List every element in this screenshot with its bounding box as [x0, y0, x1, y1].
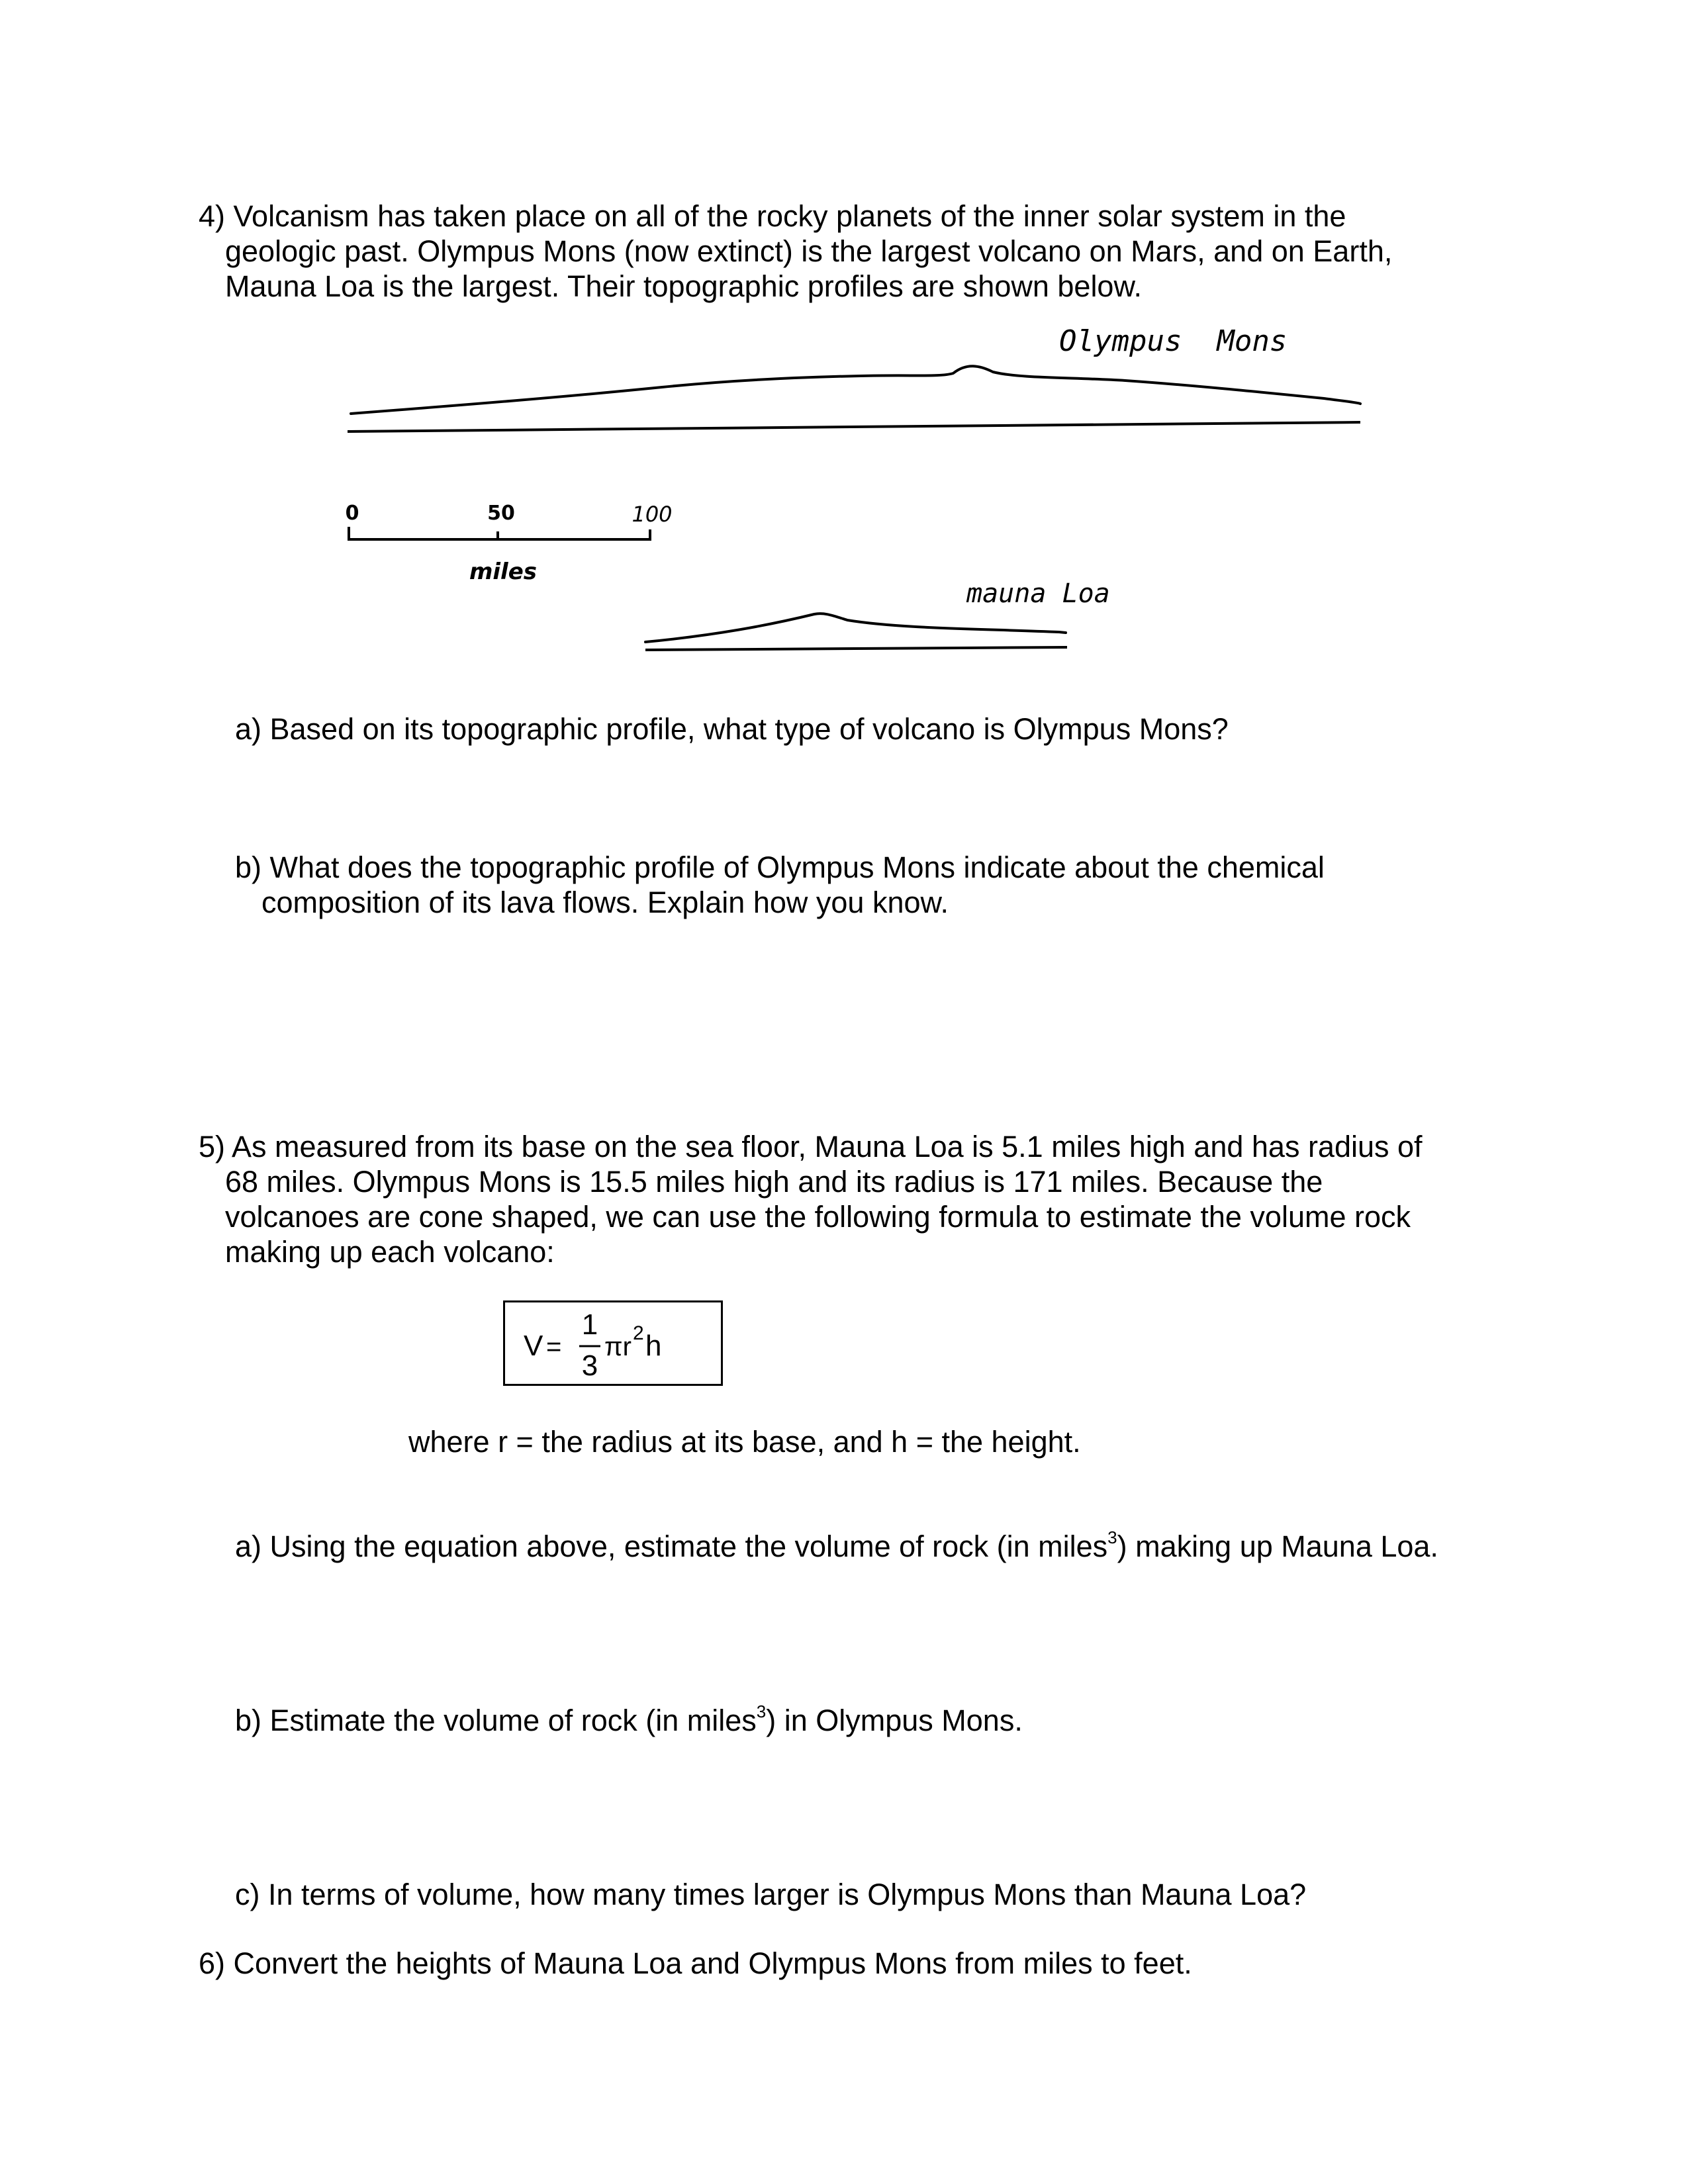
olympus-mons-baseline: [348, 422, 1360, 432]
q4b-question-line-1: b) What does the topographic profile of Olympus Mons indicate about the chemical: [235, 850, 1325, 884]
formula-pi-r: πr: [604, 1332, 632, 1361]
olympus-mons-profile: [351, 366, 1360, 414]
volume-formula-box: [503, 1300, 723, 1386]
q5-intro-line-1: 5) As measured from its base on the sea floor, Mauna Loa is 5.1 miles high and has radius of: [199, 1130, 1423, 1163]
volume-formula: [505, 1302, 725, 1388]
formula-lhs: V: [524, 1330, 543, 1362]
q5c-question: c) In terms of volume, how many times larger is Olympus Mons than Mauna Loa?: [235, 1878, 1307, 1911]
olympus-mons-label: Olympus Mons: [1059, 324, 1288, 358]
q5b-question: [235, 1703, 1023, 1739]
scale-unit-label: miles: [469, 559, 538, 585]
scale-tick-label-100: 100: [632, 502, 673, 527]
scale-tick-label-0: 0: [345, 502, 359, 525]
q5-intro-line-4: making up each volcano:: [225, 1235, 555, 1269]
mauna-loa-profile: [645, 614, 1066, 642]
scale-tick-label-50: 50: [487, 502, 515, 525]
q5a-cubed: 3: [1107, 1527, 1117, 1547]
formula-denominator: 3: [581, 1349, 598, 1382]
mauna-loa-baseline: [645, 647, 1067, 650]
formula-exponent: 2: [633, 1322, 644, 1344]
scale-bar: [349, 527, 650, 539]
q4a-question: a) Based on its topographic profile, what type of volcano is Olympus Mons?: [235, 712, 1229, 746]
q4b-question-line-2: composition of its lava flows. Explain how you know.: [261, 886, 949, 919]
q5a-question: [235, 1529, 1438, 1565]
topographic-profiles-figure: [0, 0, 1688, 695]
q5-intro-line-2: 68 miles. Olympus Mons is 15.5 miles high and its radius is 171 miles. Because the: [225, 1165, 1323, 1199]
q5a-text: a) Using the equation above, estimate the volume of rock (in miles: [235, 1529, 1108, 1563]
formula-h: h: [645, 1330, 662, 1362]
q4-intro-line-2: geologic past. Olympus Mons (now extinct) is the largest volcano on Mars, and on Earth,: [225, 234, 1393, 268]
q6-question: 6) Convert the heights of Mauna Loa and Olympus Mons from miles to feet.: [199, 1946, 1192, 1980]
formula-where-text: where r = the radius at its base, and h = the height.: [408, 1425, 1081, 1459]
q5b-text: b) Estimate the volume of rock (in miles: [235, 1704, 757, 1737]
q5a-text-end: ) making up Mauna Loa.: [1117, 1529, 1438, 1563]
formula-numerator: 1: [581, 1308, 598, 1341]
q5b-cubed: 3: [756, 1702, 767, 1721]
formula-equals: =: [546, 1332, 562, 1361]
q4-intro-line-3: Mauna Loa is the largest. Their topographic profiles are shown below.: [225, 269, 1142, 303]
q4-intro-line-1: 4) Volcanism has taken place on all of the rocky planets of the inner solar system in the: [199, 199, 1346, 233]
mauna-loa-label: mauna Loa: [966, 578, 1110, 609]
q5b-text-end: ) in Olympus Mons.: [766, 1704, 1023, 1737]
q5-intro-line-3: volcanoes are cone shaped, we can use the following formula to estimate the volume rock: [225, 1200, 1411, 1234]
